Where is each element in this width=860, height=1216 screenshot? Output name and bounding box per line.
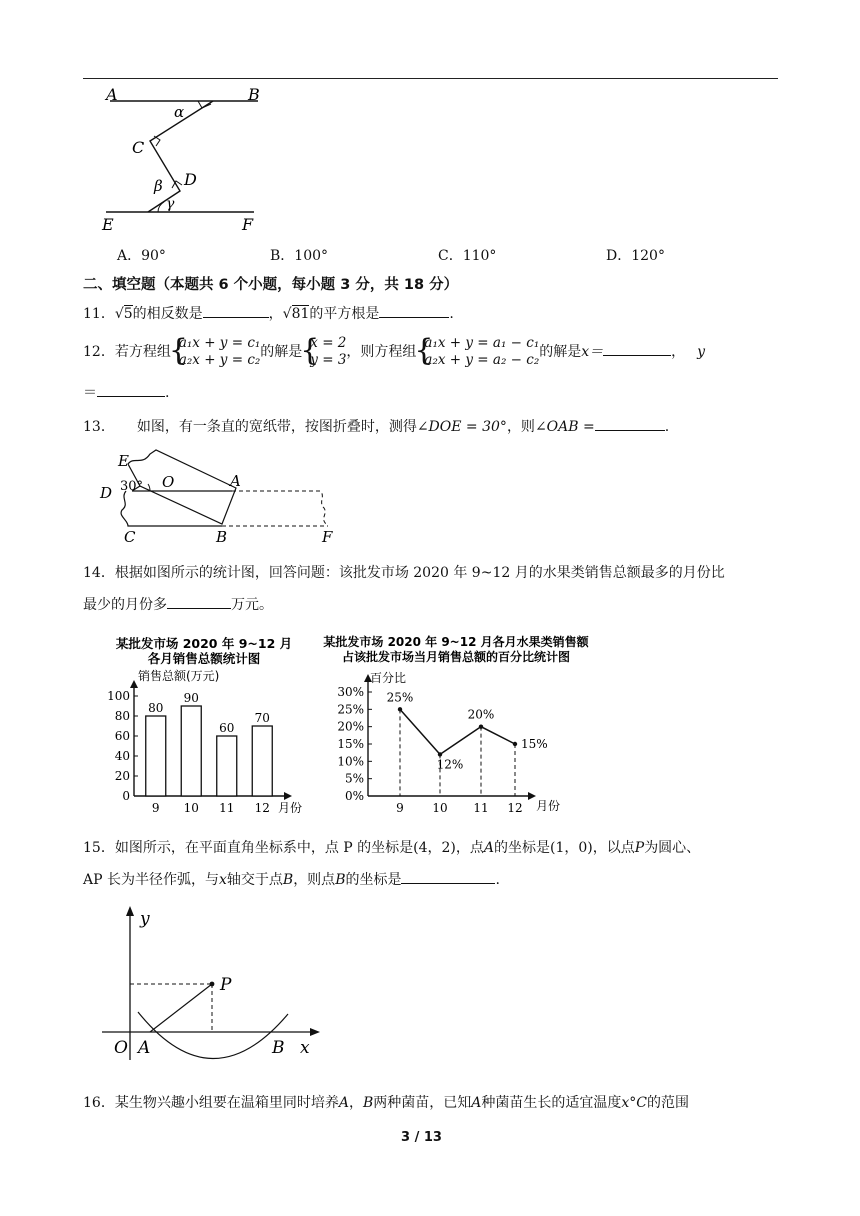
line-chart-x-tick-label: 9 bbox=[396, 801, 404, 815]
bar-chart-x-arrow bbox=[284, 792, 292, 800]
figure-coordinate-plane bbox=[100, 904, 330, 1064]
fig3-label-A: A bbox=[230, 472, 241, 490]
fig1-label-E: E bbox=[102, 215, 114, 234]
bar-chart-value-label: 70 bbox=[254, 711, 270, 725]
bar-chart-value-label: 90 bbox=[183, 691, 199, 705]
bar-chart-x-tick-label: 12 bbox=[254, 801, 270, 815]
line-chart-ylabel: 百分比 bbox=[370, 671, 407, 685]
fig3-label-B: B bbox=[216, 528, 228, 546]
q12-system-2 bbox=[302, 335, 346, 369]
q12-blank-x[interactable] bbox=[603, 341, 671, 356]
q12-number: 12． bbox=[83, 344, 115, 360]
q15-blank[interactable] bbox=[401, 869, 495, 884]
fig5-label-x: x bbox=[300, 1038, 310, 1058]
fig3-label-E: E bbox=[118, 452, 129, 470]
option-b: B．100° bbox=[270, 248, 329, 264]
q12-y-eq: ＝ bbox=[83, 385, 97, 401]
bar-chart-title-1: 某批发市场 2020 年 9~12 月 bbox=[115, 636, 293, 651]
q13-ask: ∠OAB = bbox=[534, 419, 595, 435]
q12-x-eq: x＝ bbox=[581, 344, 604, 360]
line-chart-y-tick-label: 0% bbox=[344, 789, 364, 803]
q15-B2: B bbox=[335, 872, 346, 888]
question-12 bbox=[83, 334, 705, 370]
line-chart-y-tick-label: 15% bbox=[337, 737, 364, 751]
fig1-label-C: C bbox=[132, 138, 145, 157]
bar-chart-bar bbox=[146, 716, 166, 796]
q16-text1c: 种菌苗生长的适宜温度 bbox=[481, 1095, 622, 1111]
fig5-label-A: A bbox=[138, 1038, 151, 1058]
fig1-label-alpha: α bbox=[174, 103, 185, 121]
q11-end: . bbox=[449, 306, 454, 322]
q13-text1: 如图，有一条直的宽纸带，按图折叠时，测得 bbox=[136, 419, 417, 435]
q14-number: 14． bbox=[83, 565, 115, 581]
question-15-line2 bbox=[83, 869, 500, 890]
sys1-line1: { a₁x + y = c₁ bbox=[178, 335, 261, 351]
line-chart bbox=[318, 632, 608, 818]
figure-parallel-lines bbox=[98, 84, 268, 236]
fig1-label-beta: β bbox=[154, 177, 163, 195]
fig5-label-y: y bbox=[140, 909, 150, 929]
q15-A: A bbox=[483, 840, 495, 856]
sys3-line1: { a₁x + y = a₁ − c₁ bbox=[424, 335, 540, 351]
fig1-label-B: B bbox=[248, 85, 260, 104]
line-chart-y-tick-label: 20% bbox=[337, 719, 364, 734]
q12-text3: ，则方程组 bbox=[346, 344, 417, 360]
line-chart-value-label: 15% bbox=[521, 737, 548, 751]
bar-chart bbox=[100, 632, 310, 818]
fig3-label-C: C bbox=[124, 528, 136, 546]
line-chart-x-arrow bbox=[528, 792, 536, 800]
q12-end: . bbox=[165, 385, 170, 401]
q15-number: 15． bbox=[83, 840, 115, 856]
option-a: A．90° bbox=[117, 248, 166, 264]
line-chart-point bbox=[438, 752, 442, 756]
option-d: D．120° bbox=[606, 248, 665, 264]
q16-text1: 某生物兴趣小组要在温箱里同时培养 bbox=[114, 1095, 339, 1111]
question-11 bbox=[83, 303, 454, 324]
fig5-label-P: P bbox=[220, 975, 232, 995]
bar-chart-xlabel: 月份 bbox=[278, 801, 303, 815]
bar-chart-y-tick-label: 20 bbox=[114, 769, 130, 783]
sys2-line1: { x = 2 bbox=[310, 335, 347, 351]
q16-A: A bbox=[338, 1095, 349, 1111]
q14-text2a: 最少的月份多 bbox=[83, 597, 167, 613]
q15-text1a: 如图所示，在平面直角坐标系中，点 P 的坐标是(4，2)，点 bbox=[114, 840, 484, 856]
bar-chart-x-tick-label: 11 bbox=[219, 801, 235, 815]
question-13 bbox=[83, 416, 669, 437]
line-chart-point bbox=[479, 724, 483, 728]
fig3-label-D: D bbox=[100, 484, 113, 502]
q11-sqrt81: 81 bbox=[291, 306, 310, 322]
question-14-line2 bbox=[83, 594, 273, 615]
q15-text2c: ，则点 bbox=[293, 872, 336, 888]
fig3-label-F: F bbox=[322, 528, 333, 546]
q11-blank-2[interactable] bbox=[379, 303, 449, 318]
line-chart-y-tick-label: 25% bbox=[337, 702, 364, 717]
q12-text4: 的解是 bbox=[539, 344, 582, 360]
q16-sep: ， bbox=[348, 1095, 363, 1111]
figure-paper-strip bbox=[96, 446, 346, 546]
bar-chart-y-tick-label: 40 bbox=[114, 749, 130, 763]
fig3-label-angle: 30° bbox=[120, 479, 144, 494]
q14-blank[interactable] bbox=[167, 594, 231, 609]
bar-chart-y-tick-label: 100 bbox=[107, 689, 130, 703]
sys2-line2: y = 3 bbox=[310, 352, 347, 368]
q13-end: . bbox=[664, 419, 670, 435]
bar-chart-bar bbox=[181, 706, 201, 796]
option-c: C．110° bbox=[438, 248, 497, 264]
bar-chart-bar bbox=[217, 736, 237, 796]
bar-chart-x-tick-label: 10 bbox=[183, 801, 199, 815]
line-chart-x-tick-label: 10 bbox=[432, 801, 448, 815]
line-chart-title-2: 占该批发市场当月销售总额的百分比统计图 bbox=[341, 650, 571, 664]
q13-condition: ∠DOE = 30° bbox=[416, 419, 507, 435]
bar-chart-y-tick-label: 80 bbox=[114, 709, 130, 723]
q15-text1b: 的坐标是(1，0)，以点 bbox=[494, 840, 635, 856]
q16-B: B bbox=[362, 1095, 374, 1111]
q12-system-1 bbox=[171, 335, 260, 369]
bar-chart-x-tick-label: 9 bbox=[151, 801, 160, 815]
bar-chart-y-tick-label: 60 bbox=[114, 729, 130, 743]
q12-text2: 的解是 bbox=[260, 344, 303, 360]
bar-chart-ylabel: 销售总额(万元) bbox=[138, 669, 220, 683]
q11-blank-1[interactable] bbox=[203, 303, 269, 318]
q16-temp: x°C bbox=[621, 1095, 647, 1111]
sys3-line2: a₂x + y = a₂ − c₂ bbox=[424, 352, 540, 368]
bar-chart-title-2: 各月销售总额统计图 bbox=[147, 651, 261, 666]
q14-text1: 根据如图所示的统计图，回答问题：该批发市场 2020 年 9~12 月的水果类销售总额最多的月份比 bbox=[114, 565, 725, 581]
q15-text1c: 为圆心、 bbox=[644, 840, 701, 856]
q11-number: 11． bbox=[83, 306, 115, 322]
q12-blank-y[interactable] bbox=[97, 382, 165, 397]
fig1-label-gamma: γ bbox=[166, 196, 175, 212]
question-14-line1 bbox=[83, 563, 725, 583]
q11-text1: 的相反数是 bbox=[132, 306, 203, 322]
line-chart-point bbox=[398, 707, 402, 711]
bar-chart-bar bbox=[252, 726, 272, 796]
line-chart-value-label: 25% bbox=[386, 690, 414, 705]
line-chart-y-tick-label: 10% bbox=[337, 754, 364, 769]
q15-B: B bbox=[282, 872, 294, 888]
fig5-label-O: O bbox=[114, 1038, 128, 1058]
line-chart-x-tick-label: 12 bbox=[507, 801, 523, 815]
q11-sep: ， bbox=[268, 306, 283, 322]
q12-text1: 若方程组 bbox=[114, 344, 171, 360]
fig1-label-D: D bbox=[184, 170, 197, 189]
q16-text1b: 两种菌苗，已知 bbox=[373, 1095, 472, 1111]
q16-A2: A bbox=[471, 1095, 482, 1111]
q12-sep: ， bbox=[671, 344, 686, 360]
q15-text2d: 的坐标是 bbox=[345, 872, 402, 888]
q11-sqrt5: 5 bbox=[123, 306, 133, 322]
line-chart-xlabel: 月份 bbox=[536, 799, 561, 813]
q15-end: . bbox=[495, 872, 500, 888]
line-chart-x-tick-label: 11 bbox=[473, 801, 489, 815]
q12-system-3 bbox=[416, 335, 539, 369]
line-chart-value-label: 20% bbox=[467, 707, 495, 722]
q15-x: x bbox=[218, 872, 227, 888]
line-chart-title-1: 某批发市场 2020 年 9~12 月各月水果类销售额 bbox=[323, 635, 589, 649]
fig5-label-B: B bbox=[272, 1038, 285, 1058]
q14-text2b: 万元。 bbox=[231, 597, 273, 613]
q13-text2: ，则 bbox=[506, 419, 535, 435]
bar-chart-value-label: 80 bbox=[148, 701, 164, 715]
q15-text2b: 轴交于点 bbox=[226, 872, 283, 888]
sqrt-symbol-2: √ bbox=[282, 306, 292, 322]
header-rule bbox=[83, 78, 778, 79]
q15-text2a: AP 长为半径作弧，与 bbox=[83, 872, 219, 888]
q13-blank[interactable] bbox=[595, 416, 665, 431]
question-15-line1 bbox=[83, 838, 700, 858]
fig1-label-F: F bbox=[242, 215, 254, 234]
bar-chart-value-label: 60 bbox=[219, 721, 235, 735]
sqrt-symbol: √ bbox=[114, 306, 124, 322]
fig3-label-O: O bbox=[162, 473, 175, 491]
line-chart-y-tick-label: 5% bbox=[344, 771, 364, 786]
q13-number: 13． bbox=[83, 419, 115, 435]
line-chart-series bbox=[400, 709, 515, 754]
page-number: 3 / 13 bbox=[401, 1130, 442, 1145]
section-title: 二、填空题（本题共 6 个小题，每小题 3 分，共 18 分） bbox=[83, 277, 459, 293]
q12-y: y bbox=[697, 344, 706, 360]
q16-number: 16． bbox=[83, 1095, 115, 1111]
q16-text1d: 的范围 bbox=[646, 1095, 689, 1111]
question-16 bbox=[83, 1093, 689, 1113]
line-chart-y-tick-label: 30% bbox=[337, 685, 364, 699]
question-12-cont bbox=[83, 382, 169, 403]
sys1-line2: a₂x + y = c₂ bbox=[178, 352, 261, 368]
line-chart-point bbox=[513, 742, 517, 746]
fig1-label-A: A bbox=[106, 85, 118, 104]
q15-P: P bbox=[634, 840, 645, 856]
q11-text2: 的平方根是 bbox=[309, 306, 380, 322]
bar-chart-y-arrow bbox=[130, 680, 138, 688]
bar-chart-y-tick-label: 0 bbox=[122, 789, 130, 803]
line-chart-value-label: 12% bbox=[436, 757, 464, 772]
